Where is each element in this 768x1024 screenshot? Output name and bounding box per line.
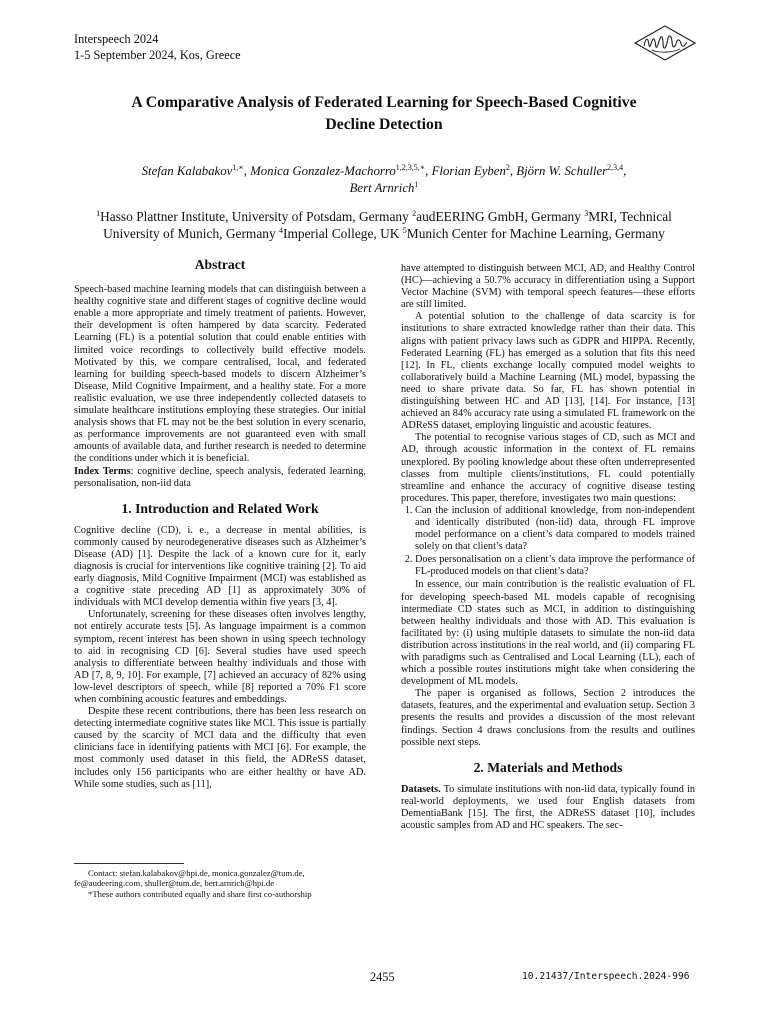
index-terms-label: Index Terms <box>74 465 131 477</box>
abstract-heading: Abstract <box>194 257 246 272</box>
author-affiliation-marker: 1 <box>414 180 419 189</box>
author-name: Monica Gonzalez-Machorro <box>250 164 396 178</box>
author-affiliation-marker: 1,∗ <box>232 163 244 172</box>
section-heading-introduction: 1. Introduction and Related Work <box>121 500 319 516</box>
research-questions-list <box>401 505 695 579</box>
affiliation-number: 3 <box>584 209 589 218</box>
abstract-text: Speech-based machine learning models that can distinguish between a healthy cognitive state and different stages of cognitive decline would enable a more appropriate and timely treatment of patients. However, their development is often hampered by data scarcity. Federated Learning (FL) is a potential solution that could enable entities with limited voice recordings to collectively build effective models. Motivated by this, we compare centralised, local, and federated learning for building speech-based models to discern Alzheimer’s Disease, Mild Cognitive Impairment, and a healthy state. For a more realistic evaluation, we use three independently collected datasets to simulate healthcare institutions employing these strategies. Our initial analysis shows that FL may not be the best solution in every scenario, as performance improvements are not guaranteed even with small amounts of available data, and further research is needed to determine the conditions under which it is beneficial. <box>74 284 366 465</box>
intro-paragraph: The potential to recognise various stages of CD, such as MCI and AD, through acoustic information in the context of FL remains unexplored. By pooling knowledge about these often underrepresented classes from multiple clients/institutions, FL could potentially streamline and enhance the accuracy of cognitive disease testing procedures. This paper, therefore, investigates two main questions: <box>401 432 695 504</box>
conference-header <box>74 31 241 63</box>
index-terms <box>74 466 366 490</box>
intro-paragraph: Cognitive decline (CD), i. e., a decrease in mental abilities, is commonly caused by neurodegenerative diseases such as Alzheimer’s Disease (AD) [1]. Despite the lack of a known cure for it, early diagnosis is crucial for interventions like cognitive training [2]. To aid early diagnosis, Mild Cognitive Impairment (MCI) was established as a cognitive state preceding AD [1] as approximately 30% of individuals with MCI develop dementia within five years [3, 4]. <box>74 524 366 609</box>
intro-paragraph: In essence, our main contribution is the realistic evaluation of FL for developing speech-based ML models capable of recognising intermediate CD states such as MCI, in addition to distinguishing between healthy individuals and those with AD. This evaluation is facilitated by: (i) using multiple datasets to simulate the non-iid data distribution across institutions in the real world, and (ii) comparing FL with paradigms such as Centralised and Local Learning (LL), each of which a possible routes institutions might take when considering the development of ML models. <box>401 579 695 688</box>
left-column <box>74 259 366 791</box>
affiliation-text: Hasso Plattner Institute, University of Potsdam, Germany <box>100 209 409 224</box>
footnote-contact: Contact: stefan.kalabakov@hpi.de, monica.gonzalez@tum.de, fe@audeering.com, shuller@tum.de, bert.arnrich@hpi.de <box>74 868 305 889</box>
title-line-1: A Comparative Analysis of Federated Learning for Speech-Based Cognitive <box>131 94 637 111</box>
intro-paragraph: A potential solution to the challenge of data scarcity is for institutions to share extracted knowledge rather than their data. This aligns with patient privacy laws such as GDPR and HIPPA. Recently, Federated Learning (FL) has emerged as a solution that fits this need [12]. In FL, clients exchange locally computed model weights to collaboratively build a Machine Learning (ML) model, bypassing the need to share private data. So far, FL has shown potential in distinguishing between HC and AD [13], [14]. For instance, [13] achieved an 84% accuracy rate using a simulated FL framework on the ADReSS dataset, employing linguistic and acoustic features. <box>401 311 695 432</box>
author-list: Stefan Kalabakov$^{1,∗}$, Monica Gonzalez-Machorro$^{1,2,3,5,∗}$, Florian Eyben$^2$, Björn W. Schuller$^{2,3,4}$, Bert Arnrich$^1$ <box>141 163 627 195</box>
author-affiliation-marker: 2 <box>505 163 510 172</box>
research-question: 2. Does personalisation on a client’s data improve the performance of FL-produced models on that client’s data? <box>415 554 695 578</box>
author-name: Florian Eyben <box>431 164 506 178</box>
conference-name: Interspeech 2024 <box>74 32 159 46</box>
affiliation-text: Munich Center for Machine Learning, Germany <box>406 226 665 241</box>
footnotes <box>74 863 366 899</box>
author-affiliation-marker: 2,3,4 <box>607 163 624 172</box>
intro-paragraph: The paper is organised as follows, Section 2 introduces the datasets, features, and the experimental and evaluation setup. Section 3 presents the results and provides a discussion of the most relevant findings. Section 4 draws conclusions from the results and outlines possible next steps. <box>401 688 695 748</box>
datasets-text: To simulate institutions with non-iid data, typically found in real-world deployments, we used four English datasets from DementiaBank [15]. The first, the ADReSS dataset [10], includes acoustic samples from AD and HC speakers. The sec- <box>401 783 695 832</box>
intro-paragraph: Unfortunately, screening for these diseases often involves lengthy, not entirely accurate tests [5]. As language impairment is a common symptom, recent interest has been shown in using speech technology to aid in recognising CD [6]. Several studies have used speech analysis to differentiate between healthy individuals and those with AD [7, 8, 9, 10]. For example, [7] achieved an accuracy of 82% using low-level descriptors of speech, while [8] reported a 70% F1 score when combining acoustic features and embeddings. <box>74 609 366 705</box>
footnote-equal-contribution: *These authors contributed equally and share first co-authorship <box>88 888 312 899</box>
intro-paragraph: have attempted to distinguish between MCI, AD, and Healthy Control (HC)—achieving a 50.7% accuracy in differentiation using a Support Vector Machine (SVM) with temporal speech features—these efforts are still limited. <box>401 263 695 311</box>
datasets-paragraph <box>401 784 695 832</box>
intro-paragraph: Despite these recent contributions, there has been less research on detecting intermediate cognitive states like MCI. This issue is partially caused by the scarcity of MCI data and the difficulty that even clinicians face in identifying patients with MCI [6]. For example, the most commonly used dataset in this field, the ADReSS dataset, includes only 156 participants who are either healthy or have AD. While some studies, such as [11], <box>74 706 366 790</box>
research-question: 1. Can the inclusion of additional knowledge, from non-independent and identically distributed (non-iid) data, through FL improve model performance on a client’s data compared to models trained solely on that client’s data? <box>415 505 695 553</box>
footnote-divider <box>74 863 184 864</box>
author-name: Stefan Kalabakov <box>141 164 233 178</box>
author-name: Bert Arnrich <box>349 181 415 195</box>
author-affiliation-marker: 1,2,3,5,∗ <box>395 163 426 172</box>
affiliation-number: 4 <box>279 226 284 235</box>
conference-dates: 1-5 September 2024, Kos, Greece <box>74 48 241 62</box>
paper-title <box>74 92 694 136</box>
affiliation-number: 2 <box>412 209 417 218</box>
right-column <box>401 263 695 832</box>
doi-link[interactable]: 10.21437/Interspeech.2024-996 <box>522 971 690 982</box>
affiliation-text: audEERING GmbH, Germany <box>416 209 581 224</box>
index-terms-list: : cognitive decline, speech analysis, federated learning, personalisation, non-iid data <box>74 465 367 489</box>
affiliation-text: Imperial College, UK <box>283 226 400 241</box>
affiliation-text: MRI, Technical University of Munich, Germany <box>103 209 672 241</box>
interspeech-logo-icon <box>634 25 696 61</box>
page-number: 2455 <box>370 970 395 984</box>
affiliation-number: 5 <box>402 226 407 235</box>
affiliation-number: 1 <box>96 209 101 218</box>
title-line-2: Decline Detection <box>325 116 443 133</box>
datasets-label: Datasets. <box>401 783 441 795</box>
section-heading-methods: 2. Materials and Methods <box>473 759 623 775</box>
affiliations <box>74 208 694 242</box>
author-name: Björn W. Schuller <box>516 164 608 178</box>
